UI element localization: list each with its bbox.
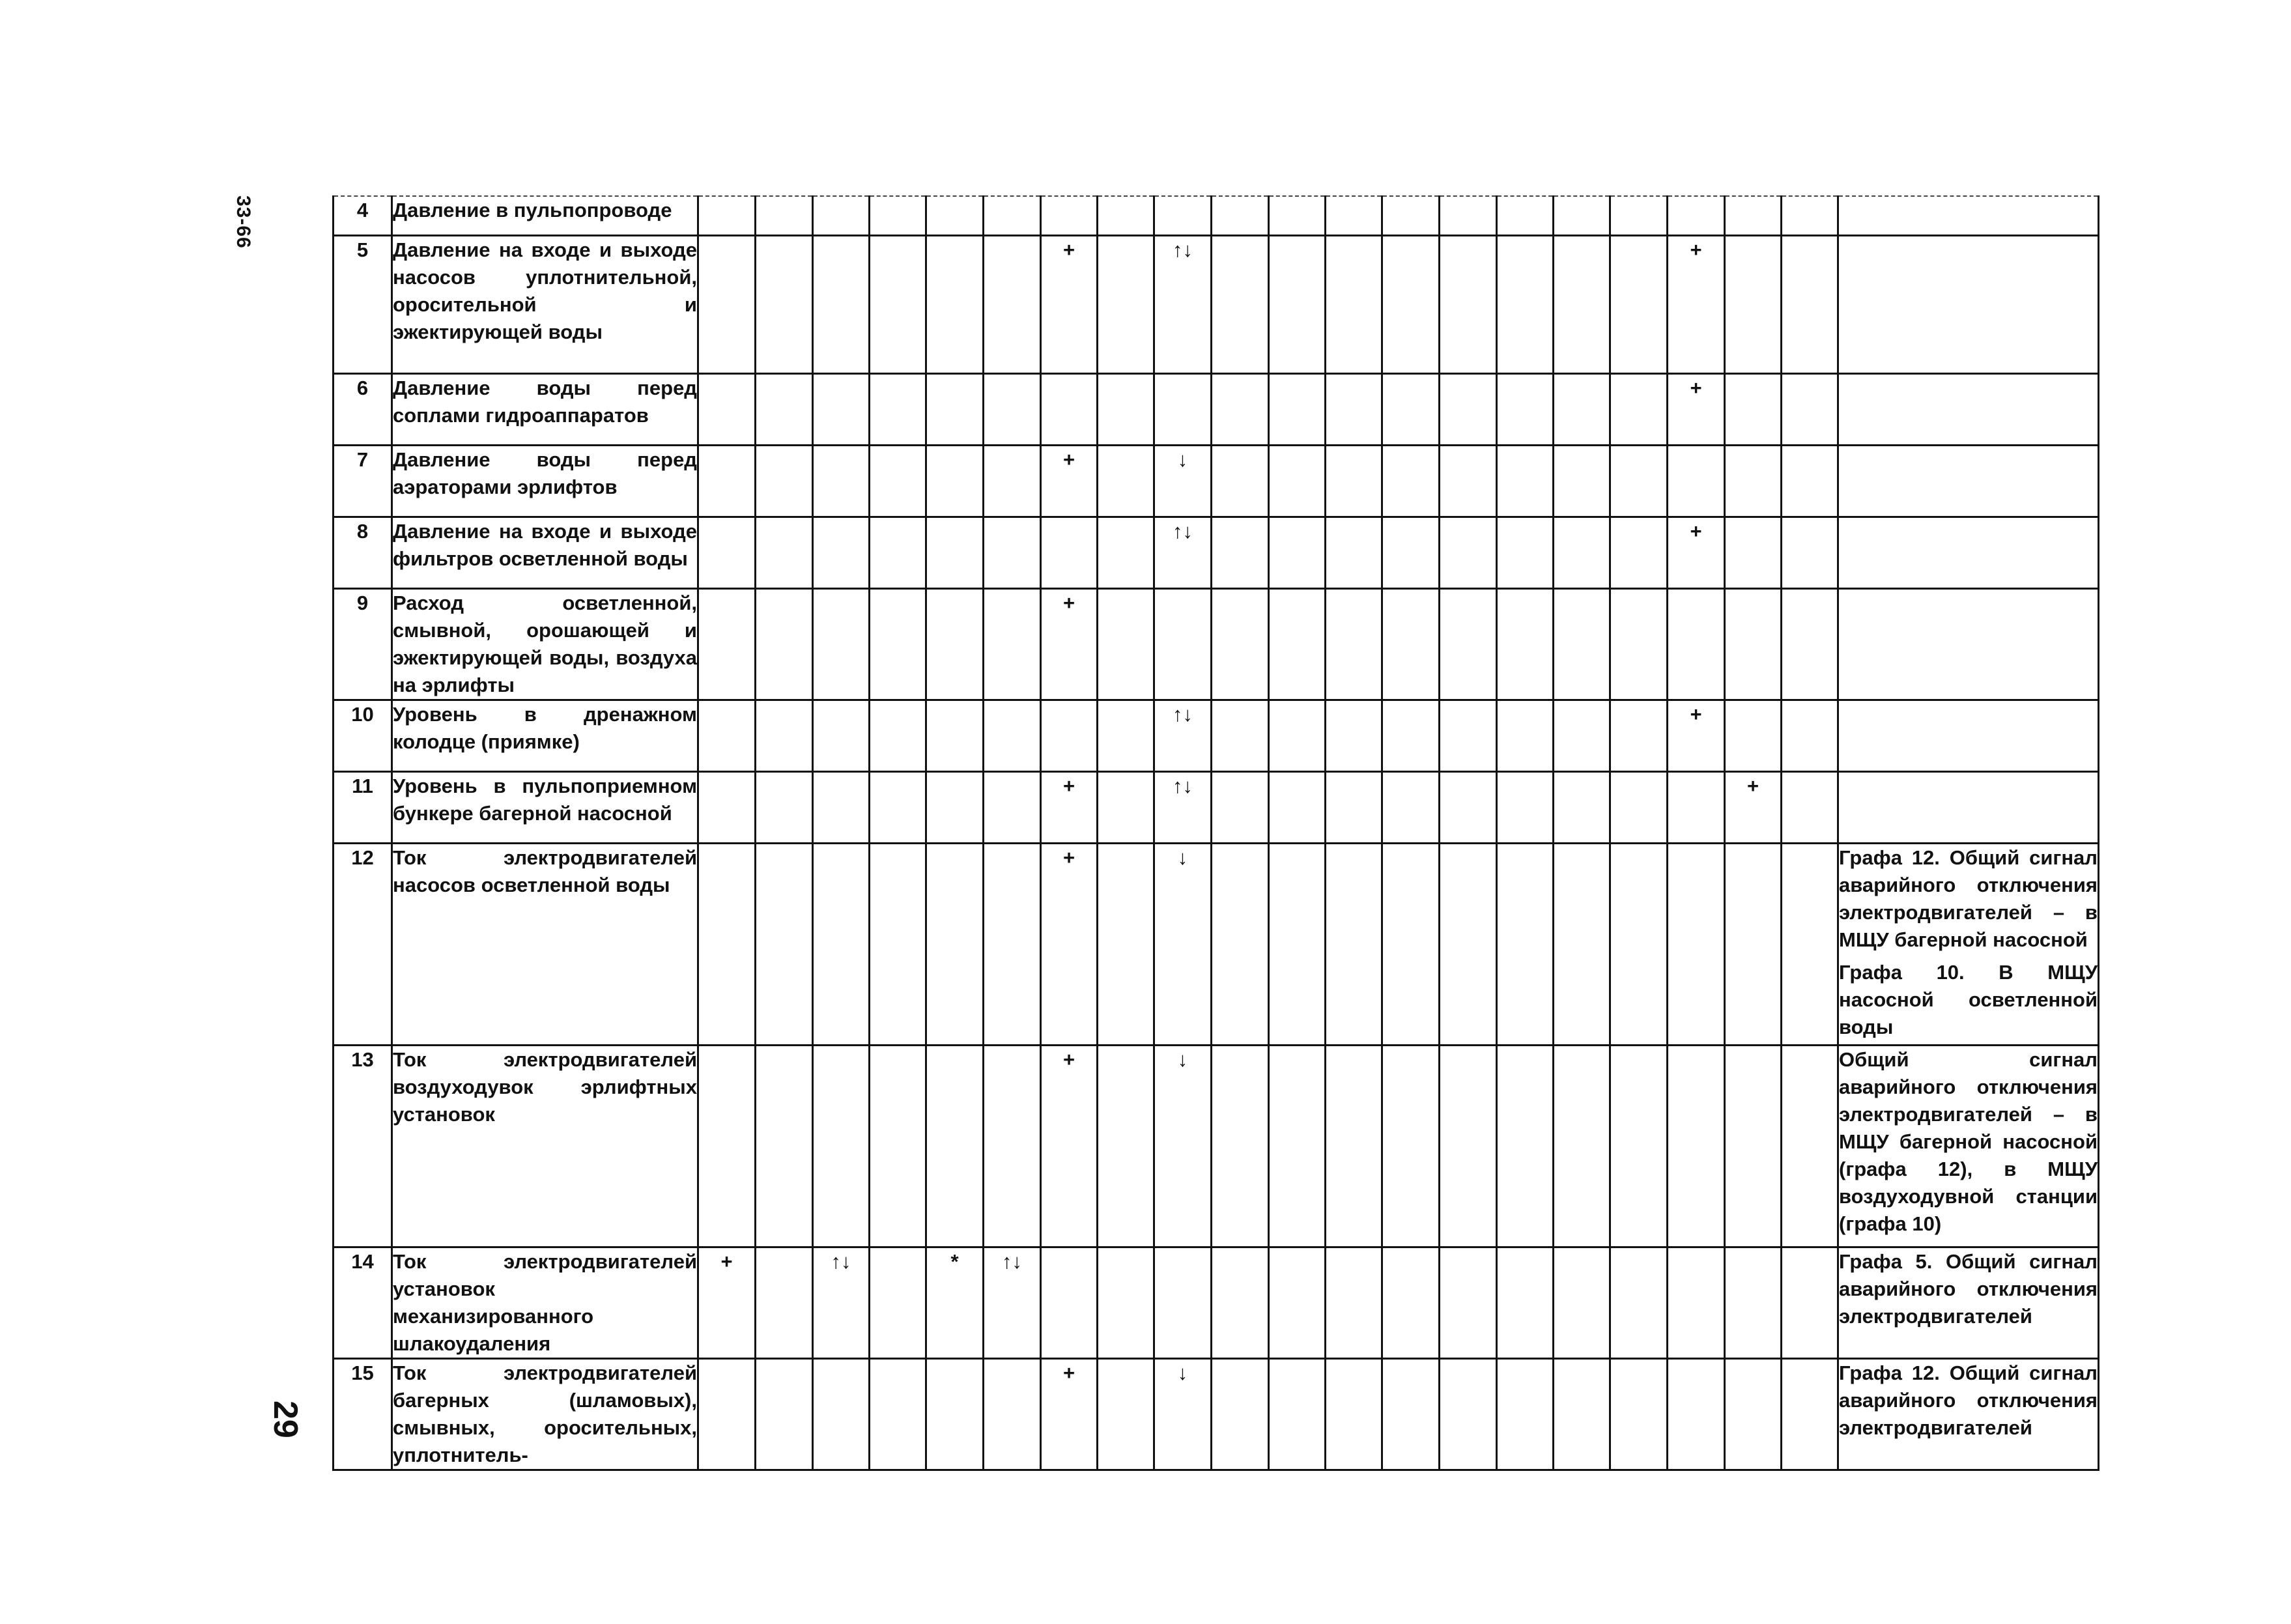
parameters-table — [332, 195, 2099, 1471]
empty-cell — [1610, 1045, 1668, 1247]
empty-cell — [1154, 373, 1212, 445]
mark-cell: + — [1668, 700, 1725, 771]
empty-cell — [1554, 1247, 1610, 1358]
empty-cell — [756, 1358, 813, 1470]
empty-cell — [1440, 588, 1497, 700]
empty-cell — [1382, 235, 1440, 373]
table-row — [334, 445, 2099, 517]
empty-cell — [1782, 588, 1838, 700]
mark-cell: + — [1725, 771, 1782, 843]
empty-cell — [1725, 445, 1782, 517]
empty-cell — [984, 1358, 1041, 1470]
empty-cell — [1554, 373, 1610, 445]
empty-cell — [1497, 843, 1554, 1045]
mark-cell: ↑↓ — [813, 1247, 870, 1358]
mark-cell: ↓ — [1154, 1045, 1212, 1247]
table-row — [334, 196, 2099, 235]
empty-cell — [1725, 517, 1782, 588]
empty-cell — [1554, 235, 1610, 373]
mark-cell: ↑↓ — [1154, 235, 1212, 373]
empty-cell — [1382, 1358, 1440, 1470]
empty-cell — [1725, 1247, 1782, 1358]
empty-cell — [1610, 588, 1668, 700]
mark-cell: + — [698, 1247, 756, 1358]
empty-cell — [870, 843, 926, 1045]
mark-cell: + — [1041, 843, 1098, 1045]
empty-cell — [813, 196, 870, 235]
empty-cell — [870, 373, 926, 445]
empty-cell — [926, 700, 984, 771]
empty-cell — [1782, 1358, 1838, 1470]
empty-cell — [1610, 445, 1668, 517]
row-number: 12 — [334, 843, 392, 1045]
empty-cell — [1554, 771, 1610, 843]
empty-cell — [926, 373, 984, 445]
empty-cell — [1269, 843, 1326, 1045]
note-paragraph: Общий сигнал аварийного отключения электродвигателей – в МЩУ багерной насосной (графа 12), в МЩУ воздуходувной станции (графа 10) — [1839, 1047, 2098, 1235]
empty-cell — [1382, 771, 1440, 843]
empty-cell — [870, 700, 926, 771]
table-body — [334, 196, 2099, 1470]
row-description: Ток электродвигателей установок механизированного шлакоудаления — [392, 1247, 698, 1358]
empty-cell — [1497, 517, 1554, 588]
empty-cell — [1212, 700, 1269, 771]
row-note — [1838, 373, 2099, 445]
empty-cell — [1497, 700, 1554, 771]
empty-cell — [1668, 771, 1725, 843]
empty-cell — [813, 843, 870, 1045]
empty-cell — [1668, 1247, 1725, 1358]
mark-cell: + — [1041, 588, 1098, 700]
empty-cell — [1725, 373, 1782, 445]
empty-cell — [1269, 445, 1326, 517]
empty-cell — [870, 445, 926, 517]
empty-cell — [1326, 1358, 1382, 1470]
row-note — [1838, 1358, 2099, 1470]
empty-cell — [1610, 771, 1668, 843]
mark-cell: ↓ — [1154, 445, 1212, 517]
empty-cell — [870, 1045, 926, 1247]
row-description: Давление в пульпопроводе — [392, 196, 698, 235]
row-description: Уровень в пульпоприемном бункере багерной насосной — [392, 771, 698, 843]
empty-cell — [1212, 196, 1269, 235]
empty-cell — [1668, 445, 1725, 517]
row-note — [1838, 843, 2099, 1045]
empty-cell — [1326, 373, 1382, 445]
empty-cell — [1725, 700, 1782, 771]
empty-cell — [1041, 373, 1098, 445]
row-note — [1838, 588, 2099, 700]
empty-cell — [1212, 373, 1269, 445]
empty-cell — [756, 196, 813, 235]
row-description: Ток электродвигателей воздуходувок эрлифтных установок — [392, 1045, 698, 1247]
mark-cell: ↑↓ — [984, 1247, 1041, 1358]
empty-cell — [1382, 588, 1440, 700]
empty-cell — [1098, 1247, 1154, 1358]
mark-cell: + — [1041, 771, 1098, 843]
empty-cell — [1269, 517, 1326, 588]
empty-cell — [1668, 843, 1725, 1045]
empty-cell — [984, 700, 1041, 771]
empty-cell — [1212, 1247, 1269, 1358]
mark-cell: ↓ — [1154, 1358, 1212, 1470]
empty-cell — [1269, 235, 1326, 373]
note-paragraph: Графа 12. Общий сигнал аварийного отключения электродвигателей — [1839, 1361, 2098, 1439]
mark-cell: + — [1668, 373, 1725, 445]
table-row — [334, 1358, 2099, 1470]
empty-cell — [870, 517, 926, 588]
table-row — [334, 588, 2099, 700]
empty-cell — [1098, 1045, 1154, 1247]
empty-cell — [1212, 445, 1269, 517]
row-number: 14 — [334, 1247, 392, 1358]
empty-cell — [1610, 235, 1668, 373]
mark-cell: ↓ — [1154, 843, 1212, 1045]
row-number: 13 — [334, 1045, 392, 1247]
table-row — [334, 373, 2099, 445]
empty-cell — [870, 1358, 926, 1470]
empty-cell — [1610, 700, 1668, 771]
empty-cell — [1440, 445, 1497, 517]
empty-cell — [1725, 1045, 1782, 1247]
empty-cell — [1269, 1045, 1326, 1247]
empty-cell — [1554, 700, 1610, 771]
empty-cell — [756, 588, 813, 700]
empty-cell — [698, 517, 756, 588]
empty-cell — [1326, 1247, 1382, 1358]
row-description: Уровень в дренажном колодце (приямке) — [392, 700, 698, 771]
empty-cell — [1610, 517, 1668, 588]
empty-cell — [1610, 373, 1668, 445]
empty-cell — [1098, 588, 1154, 700]
empty-cell — [926, 1045, 984, 1247]
empty-cell — [756, 700, 813, 771]
empty-cell — [698, 1358, 756, 1470]
empty-cell — [870, 1247, 926, 1358]
empty-cell — [813, 235, 870, 373]
empty-cell — [1154, 1247, 1212, 1358]
empty-cell — [698, 843, 756, 1045]
empty-cell — [1382, 700, 1440, 771]
row-description: Давление на входе и выходе фильтров осветленной воды — [392, 517, 698, 588]
empty-cell — [1212, 588, 1269, 700]
empty-cell — [698, 1045, 756, 1247]
empty-cell — [1212, 843, 1269, 1045]
row-note — [1838, 771, 2099, 843]
empty-cell — [926, 843, 984, 1045]
empty-cell — [756, 843, 813, 1045]
empty-cell — [1497, 373, 1554, 445]
table-row — [334, 771, 2099, 843]
empty-cell — [698, 445, 756, 517]
empty-cell — [698, 373, 756, 445]
table-row — [334, 843, 2099, 1045]
empty-cell — [813, 373, 870, 445]
empty-cell — [1326, 771, 1382, 843]
empty-cell — [984, 373, 1041, 445]
empty-cell — [1782, 517, 1838, 588]
empty-cell — [926, 588, 984, 700]
mark-cell: ↑↓ — [1154, 771, 1212, 843]
empty-cell — [1440, 1358, 1497, 1470]
mark-cell: + — [1041, 1358, 1098, 1470]
mark-cell: + — [1041, 1045, 1098, 1247]
empty-cell — [1554, 196, 1610, 235]
empty-cell — [1382, 445, 1440, 517]
row-note — [1838, 700, 2099, 771]
mark-cell: ↑↓ — [1154, 700, 1212, 771]
empty-cell — [1326, 588, 1382, 700]
empty-cell — [1440, 843, 1497, 1045]
row-note — [1838, 445, 2099, 517]
row-number: 10 — [334, 700, 392, 771]
empty-cell — [1782, 1247, 1838, 1358]
row-description: Давление воды перед соплами гидроаппаратов — [392, 373, 698, 445]
note-paragraph: Графа 5. Общий сигнал аварийного отключения электродвигателей — [1839, 1249, 2098, 1328]
empty-cell — [1497, 445, 1554, 517]
empty-cell — [1497, 771, 1554, 843]
row-description: Давление воды перед аэраторами эрлифтов — [392, 445, 698, 517]
empty-cell — [1212, 235, 1269, 373]
empty-cell — [1497, 1358, 1554, 1470]
empty-cell — [984, 771, 1041, 843]
empty-cell — [1382, 196, 1440, 235]
empty-cell — [926, 196, 984, 235]
empty-cell — [984, 196, 1041, 235]
empty-cell — [1154, 196, 1212, 235]
empty-cell — [1497, 1045, 1554, 1247]
row-note — [1838, 1247, 2099, 1358]
empty-cell — [1269, 373, 1326, 445]
table-row — [334, 1247, 2099, 1358]
empty-cell — [1440, 700, 1497, 771]
empty-cell — [1668, 196, 1725, 235]
empty-cell — [926, 1358, 984, 1470]
empty-cell — [1610, 1358, 1668, 1470]
empty-cell — [1098, 843, 1154, 1045]
empty-cell — [813, 517, 870, 588]
mark-cell: + — [1041, 445, 1098, 517]
empty-cell — [1668, 588, 1725, 700]
row-number: 5 — [334, 235, 392, 373]
row-number: 7 — [334, 445, 392, 517]
empty-cell — [813, 445, 870, 517]
empty-cell — [1610, 1247, 1668, 1358]
row-note — [1838, 517, 2099, 588]
empty-cell — [1098, 196, 1154, 235]
row-number: 6 — [334, 373, 392, 445]
empty-cell — [926, 235, 984, 373]
row-note — [1838, 196, 2099, 235]
empty-cell — [984, 843, 1041, 1045]
empty-cell — [1440, 1247, 1497, 1358]
mark-cell: + — [1668, 517, 1725, 588]
empty-cell — [984, 1045, 1041, 1247]
empty-cell — [870, 771, 926, 843]
empty-cell — [1725, 196, 1782, 235]
mark-cell: ↑↓ — [1154, 517, 1212, 588]
empty-cell — [1554, 1045, 1610, 1247]
empty-cell — [1554, 517, 1610, 588]
empty-cell — [756, 1247, 813, 1358]
empty-cell — [1382, 1247, 1440, 1358]
empty-cell — [1098, 235, 1154, 373]
empty-cell — [1782, 196, 1838, 235]
empty-cell — [813, 700, 870, 771]
mark-cell: + — [1041, 235, 1098, 373]
empty-cell — [926, 771, 984, 843]
empty-cell — [1326, 843, 1382, 1045]
empty-cell — [1041, 196, 1098, 235]
table-row — [334, 235, 2099, 373]
empty-cell — [1326, 196, 1382, 235]
parameters-table-wrapper — [332, 195, 2099, 1471]
empty-cell — [813, 1045, 870, 1247]
empty-cell — [1212, 1045, 1269, 1247]
empty-cell — [756, 517, 813, 588]
empty-cell — [1382, 517, 1440, 588]
empty-cell — [1497, 588, 1554, 700]
empty-cell — [1212, 1358, 1269, 1470]
document-code: 33-66 — [233, 195, 254, 249]
empty-cell — [1098, 373, 1154, 445]
row-description: Расход осветленной, смывной, орошающей и эжектирующей воды, воздуха на эрлифты — [392, 588, 698, 700]
row-description: Ток электродвигателей насосов осветленной воды — [392, 843, 698, 1045]
empty-cell — [1269, 1358, 1326, 1470]
empty-cell — [984, 445, 1041, 517]
empty-cell — [756, 771, 813, 843]
empty-cell — [1382, 373, 1440, 445]
empty-cell — [1610, 843, 1668, 1045]
empty-cell — [1782, 235, 1838, 373]
empty-cell — [1668, 1045, 1725, 1247]
empty-cell — [756, 1045, 813, 1247]
empty-cell — [1554, 1358, 1610, 1470]
empty-cell — [1725, 843, 1782, 1045]
row-number: 15 — [334, 1358, 392, 1470]
empty-cell — [926, 517, 984, 588]
page-number: 29 — [266, 1401, 304, 1438]
row-number: 8 — [334, 517, 392, 588]
mark-cell: + — [1668, 235, 1725, 373]
empty-cell — [1098, 771, 1154, 843]
empty-cell — [1668, 1358, 1725, 1470]
empty-cell — [1497, 235, 1554, 373]
empty-cell — [698, 196, 756, 235]
row-note — [1838, 235, 2099, 373]
empty-cell — [813, 771, 870, 843]
empty-cell — [1440, 373, 1497, 445]
note-paragraph: Графа 12. Общий сигнал аварийного отключения электродвигателей – в МЩУ багерной насосной — [1839, 846, 2098, 951]
empty-cell — [1440, 517, 1497, 588]
empty-cell — [1725, 235, 1782, 373]
empty-cell — [1326, 1045, 1382, 1247]
empty-cell — [1098, 700, 1154, 771]
empty-cell — [1326, 700, 1382, 771]
empty-cell — [1326, 445, 1382, 517]
empty-cell — [1497, 196, 1554, 235]
empty-cell — [984, 235, 1041, 373]
empty-cell — [926, 445, 984, 517]
empty-cell — [1212, 771, 1269, 843]
row-number: 9 — [334, 588, 392, 700]
empty-cell — [698, 771, 756, 843]
empty-cell — [698, 700, 756, 771]
empty-cell — [1782, 1045, 1838, 1247]
row-note — [1838, 1045, 2099, 1247]
empty-cell — [1098, 517, 1154, 588]
empty-cell — [1497, 1247, 1554, 1358]
mark-cell: * — [926, 1247, 984, 1358]
empty-cell — [1269, 1247, 1326, 1358]
empty-cell — [1041, 1247, 1098, 1358]
table-row — [334, 517, 2099, 588]
empty-cell — [813, 1358, 870, 1470]
empty-cell — [1782, 843, 1838, 1045]
empty-cell — [870, 196, 926, 235]
empty-cell — [1269, 771, 1326, 843]
empty-cell — [1041, 700, 1098, 771]
empty-cell — [984, 517, 1041, 588]
empty-cell — [813, 588, 870, 700]
row-number: 4 — [334, 196, 392, 235]
empty-cell — [1382, 843, 1440, 1045]
empty-cell — [1610, 196, 1668, 235]
empty-cell — [870, 235, 926, 373]
empty-cell — [1326, 235, 1382, 373]
empty-cell — [1440, 235, 1497, 373]
empty-cell — [870, 588, 926, 700]
empty-cell — [1782, 771, 1838, 843]
empty-cell — [1554, 588, 1610, 700]
empty-cell — [1326, 517, 1382, 588]
empty-cell — [1382, 1045, 1440, 1247]
empty-cell — [756, 235, 813, 373]
empty-cell — [1782, 700, 1838, 771]
row-description: Давление на входе и выходе насосов уплотнительной, оросительной и эжектирующей воды — [392, 235, 698, 373]
empty-cell — [1725, 588, 1782, 700]
empty-cell — [1440, 771, 1497, 843]
empty-cell — [1041, 517, 1098, 588]
empty-cell — [1554, 445, 1610, 517]
empty-cell — [1782, 373, 1838, 445]
note-paragraph: Графа 10. В МЩУ насосной осветленной воды — [1839, 960, 2098, 1038]
empty-cell — [1440, 1045, 1497, 1247]
empty-cell — [1554, 843, 1610, 1045]
table-row — [334, 700, 2099, 771]
empty-cell — [698, 235, 756, 373]
empty-cell — [756, 373, 813, 445]
table-row — [334, 1045, 2099, 1247]
empty-cell — [1269, 700, 1326, 771]
empty-cell — [1725, 1358, 1782, 1470]
empty-cell — [1269, 196, 1326, 235]
empty-cell — [1269, 588, 1326, 700]
row-description: Ток электродвигателей багерных (шламовых), смывных, оросительных, уплотнитель- — [392, 1358, 698, 1470]
empty-cell — [698, 588, 756, 700]
row-number: 11 — [334, 771, 392, 843]
empty-cell — [1098, 1358, 1154, 1470]
empty-cell — [1782, 445, 1838, 517]
empty-cell — [1154, 588, 1212, 700]
empty-cell — [984, 588, 1041, 700]
empty-cell — [1212, 517, 1269, 588]
empty-cell — [1440, 196, 1497, 235]
empty-cell — [1098, 445, 1154, 517]
empty-cell — [756, 445, 813, 517]
